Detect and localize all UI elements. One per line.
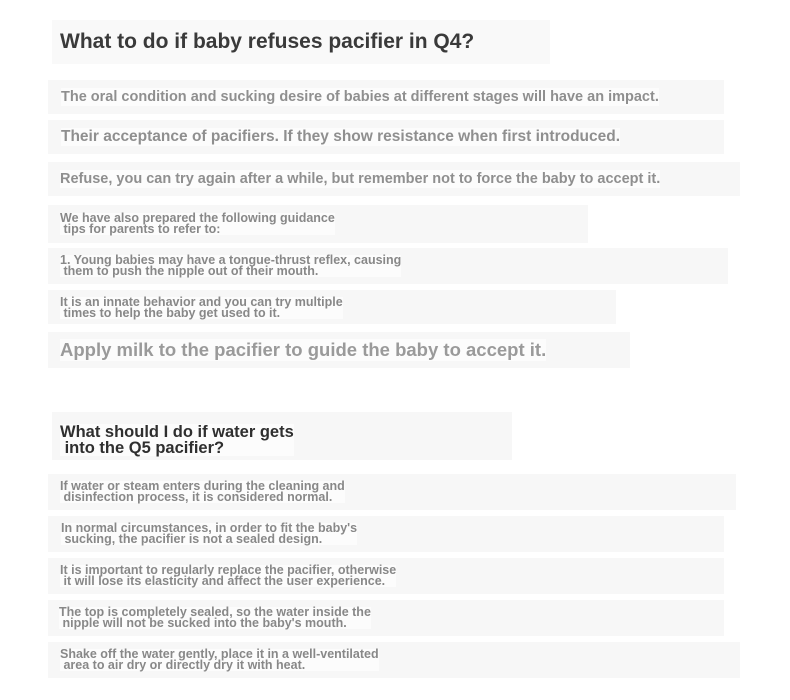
q4-paragraph-2: Their acceptance of pacifiers. If they show resistance when first introduced. [61, 128, 621, 145]
q5-paragraph-5: Shake off the water gently, place it in a well-ventilated area to air dry or directly dry it with heat. [60, 647, 379, 672]
q5-paragraph-1: If water or steam enters during the cleaning and disinfection process, it is considered normal. [60, 479, 345, 504]
q4-heading: What to do if baby refuses pacifier in Q4? [52, 20, 550, 64]
q4-paragraph-4: We have also prepared the following guidance tips for parents to refer to: [60, 211, 335, 236]
q4-paragraph-6: It is an innate behavior and you can try multiple times to help the baby get used to it. [60, 295, 343, 320]
q5-heading: What should I do if water gets into the Q5 pacifier? [60, 423, 294, 457]
q5-paragraph-4: The top is completely sealed, so the water inside the nipple will not be sucked into the baby's mouth. [59, 605, 371, 630]
q5-paragraph-3: It is important to regularly replace the pacifier, otherwise it will lose its elasticity and affect the user experience. [60, 563, 397, 588]
q5-paragraph-2: In normal circumstances, in order to fit the baby's sucking, the pacifier is not a sealed design. [61, 521, 358, 546]
q4-paragraph-5: 1. Young babies may have a tongue-thrust reflex, causing them to push the nipple out of their mouth. [60, 253, 402, 278]
q4-paragraph-7: Apply milk to the pacifier to guide the baby to accept it. [60, 339, 547, 360]
q4-paragraph-1: The oral condition and sucking desire of babies at different stages will have an impact. [61, 89, 659, 105]
q4-paragraph-3: Refuse, you can try again after a while, but remember not to force the baby to accept it. [60, 171, 661, 187]
